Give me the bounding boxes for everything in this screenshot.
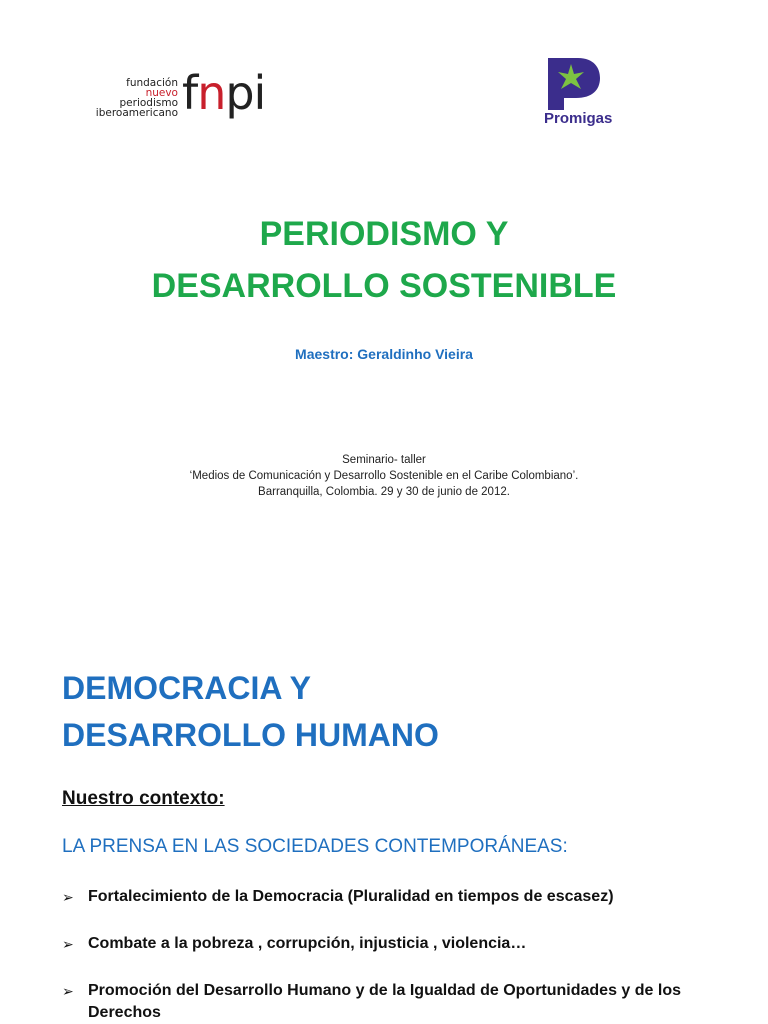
fnpi-mark-pi: pi — [225, 66, 266, 120]
bullet-text: Fortalecimiento de la Democracia (Pluralidad en tiempos de escasez) — [88, 888, 614, 905]
promigas-logo — [544, 56, 654, 132]
fnpi-logo-mark — [182, 68, 265, 118]
bullet-text: Combate a la pobreza , corrupción, injusticia , violencia… — [88, 935, 527, 952]
promigas-logo-name: Promigas — [544, 110, 613, 127]
fnpi-logo-line: fundación — [126, 77, 178, 89]
seminar-line: ‘Medios de Comunicación y Desarrollo Sostenible en el Caribe Colombiano’. — [189, 470, 579, 482]
section-title-line-2: DESARROLLO HUMANO — [62, 717, 439, 753]
arrow-bullet-icon: ➢ — [62, 936, 74, 952]
fnpi-mark-n: n — [197, 66, 226, 120]
bullet-item — [62, 933, 702, 955]
cover-title-line-2: DESARROLLO SOSTENIBLE — [151, 267, 617, 305]
arrow-bullet-icon: ➢ — [62, 889, 74, 905]
context-heading: Nuestro contexto: — [62, 788, 225, 809]
fnpi-logo-wordstack — [92, 78, 178, 118]
cover-maestro: Maestro: Geraldinho Vieira — [295, 346, 473, 362]
cover-title-line-1: PERIODISMO Y — [259, 215, 509, 253]
section-title-line-1: DEMOCRACIA Y — [62, 670, 311, 706]
fnpi-logo-line: nuevo — [145, 87, 178, 99]
seminar-line: Barranquilla, Colombia. 29 y 30 de junio de 2012. — [258, 486, 510, 498]
bullet-item — [62, 980, 702, 1024]
fnpi-logo — [92, 66, 292, 126]
seminar-line: Seminario- taller — [342, 454, 426, 466]
bullet-text: Promoción del Desarrollo Humano y de la Igualdad de Oportunidades y de los Derechos — [88, 982, 681, 1021]
seminar-info — [0, 452, 768, 500]
fnpi-logo-line: periodismo — [119, 97, 178, 109]
arrow-bullet-icon: ➢ — [62, 983, 74, 999]
fnpi-mark-f: f — [182, 66, 198, 120]
bullet-item — [62, 886, 702, 908]
fnpi-logo-line: iberoamericano — [95, 107, 178, 119]
promigas-p-icon — [544, 56, 604, 112]
prensa-subheading: LA PRENSA EN LAS SOCIEDADES CONTEMPORÁNEAS: — [62, 836, 568, 857]
